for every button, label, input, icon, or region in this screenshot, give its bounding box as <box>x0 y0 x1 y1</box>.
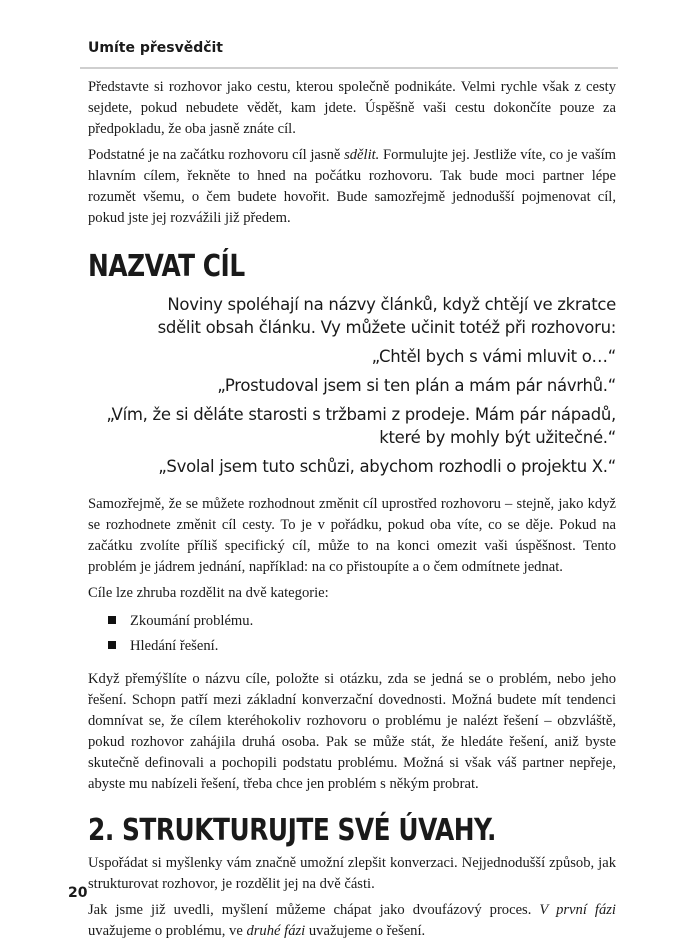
body-paragraph: Když přemýšlíte o názvu cíle, položte si otázku, zda se jedná se o problém, nebo jeho řešení. Schopn patří mezi základní konverzační dovednosti. Možná budete mít tendenci domnívat se, že cílem kteréhokoliv rozhovoru o problému je nalézt řešení – obzvláště, pokud rozhovor zahájila druhá osoba. Pak se může stát, že hledáte řešení, aniž byste skutečně definovali a pochopili podstatu problému. Možná si však váš partner nepřeje, abyste mu nabízeli řešení, třeba chce jen problém s někým probrat. <box>88 671 616 792</box>
emphasis: V první fázi <box>539 902 616 918</box>
page-body <box>88 77 616 947</box>
intro-paragraph <box>88 145 616 229</box>
quote: „Svolal jsem tuto schůzi, abychom rozhodli o projektu X.“ <box>158 457 616 476</box>
body-paragraph: Samozřejmě, že se můžete rozhodnout změnit cíl uprostřed rozhovoru – stejně, jako když se rozhodnete změnit cíl cesty. To je v pořádku, pokud oba víte, co se děje. Pokud na začátku zvolíte příliš specifický cíl, může to na konci omezit vaši úspěšnost. Tento problém je jádrem jednání, například: na co přistoupíte a o čem odmítnete jednat. <box>88 496 616 575</box>
running-header: Umíte přesvědčit <box>88 40 224 56</box>
list-item <box>108 609 616 634</box>
text: Podstatné je na začátku rozhovoru cíl jasně <box>88 147 345 163</box>
text: uvažujeme o problému, ve <box>88 923 247 939</box>
body-paragraph: Cíle lze zhruba rozdělit na dvě kategorie: <box>88 585 329 601</box>
body-paragraph <box>88 900 616 942</box>
quote: „Prostudoval jsem si ten plán a mám pár návrhů.“ <box>217 376 616 395</box>
quote: „Vím, že si děláte starosti s tržbami z prodeje. Mám pár nápadů, které by mohly být užitečné.“ <box>106 405 616 447</box>
body-paragraph: Uspořádat si myšlenky vám značně umožní zlepšit konverzaci. Nejjednodušší způsob, jak strukturovat rozhovor, je rozdělit jej na dvě části. <box>88 855 616 892</box>
emphasis: druhé fázi <box>246 923 306 939</box>
page-number: 20 <box>68 885 88 901</box>
header-divider <box>80 67 618 69</box>
list-item-text: Hledání řešení. <box>130 638 219 654</box>
section-heading: NAZVAT CÍL <box>88 249 245 284</box>
quote-intro: Noviny spoléhají na názvy článků, když chtějí ve zkratce sdělit obsah článku. Vy můžete učinit totéž při rozhovoru: <box>157 295 616 337</box>
square-bullet-icon <box>108 616 116 624</box>
intro-paragraph: Představte si rozhovor jako cestu, kterou společně podnikáte. Velmi rychle však z cesty sejdete, pokud nebudete vědět, kam jdete. Úspěšně vaši cestu dokončíte pouze za předpokladu, že oba jasně znáte cíl. <box>88 79 616 137</box>
text: uvažujeme o řešení. <box>305 923 426 939</box>
list-item-text: Zkoumání problému. <box>130 613 254 629</box>
section-heading: 2. STRUKTURUJTE SVÉ ÚVAHY. <box>88 813 496 848</box>
quote: „Chtěl bych s vámi mluvit o…“ <box>371 347 616 366</box>
bullet-list <box>88 609 616 659</box>
list-item <box>108 634 616 659</box>
emphasis: sdělit. <box>344 147 380 163</box>
square-bullet-icon <box>108 641 116 649</box>
text: Jak jsme již uvedli, myšlení můžeme chápat jako dvoufázový proces. <box>88 902 540 918</box>
text: Formulujte jej. Jestliže víte, co je vaším hlavním cílem, řekněte to hned na počátku rozhovoru. Tak bude moci partner lépe rozumět všemu, o čem budete hovořit. Bude samozřejmě jednodušší pojmenovat cíl, pokud jste jej rozvážili již předem. <box>88 147 616 226</box>
